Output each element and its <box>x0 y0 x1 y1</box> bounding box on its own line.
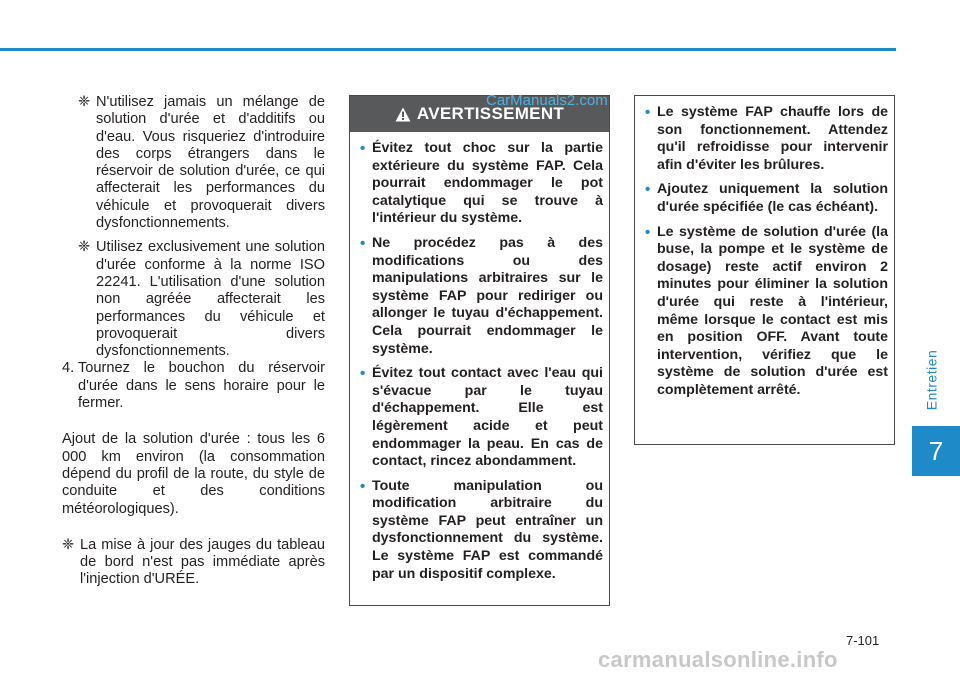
warning-item-text: Toute manipulation ou modification arbitraire du système FAP peut entraîner un dysfonctionnement du système. Le système FAP est commandé par un dispositif complexe. <box>372 477 603 582</box>
warning-title: AVERTISSEMENT <box>416 104 565 123</box>
bullet-icon: • <box>360 477 366 495</box>
note-gauges <box>62 537 325 589</box>
bullet-icon: • <box>360 365 366 383</box>
caution-box <box>634 95 895 445</box>
bullet-icon: • <box>645 223 651 241</box>
step-number: 4. <box>62 360 75 377</box>
note-mixture <box>78 94 325 232</box>
caution-list <box>645 104 888 407</box>
refill-paragraph: Ajout de la solution d'urée : tous les 6 000 km environ (la consommation dépend du profil de la route, du style de conduite et des conditions météorologiques). <box>62 431 325 517</box>
warning-list <box>360 140 603 590</box>
caution-item-text: Le système de solution d'urée (la buse, la pompe et le système de dosage) reste actif environ 2 minutes pour éliminer la solution d'urée qui reste à l'intérieur, même lorsque le contact est mis en position OFF. Avant toute intervention, vérifiez que le système de solution d'urée est complètement arrêté. <box>657 223 888 398</box>
step-4 <box>62 360 325 412</box>
watermark-top: CarManuals2.com <box>486 92 608 109</box>
warning-item <box>360 365 603 471</box>
warning-item <box>360 478 603 584</box>
watermark-bottom: carmanualsonline.info <box>598 647 838 672</box>
warning-item-text: Ne procédez pas à des modifications ou des manipulations arbitraires sur le système FAP pour rediriger ou allonger le tuyau d'échappement. Cela pourrait endommager le système. <box>372 234 603 357</box>
note-gauges-text: La mise à jour des jauges du tableau de bord n'est pas immédiate après l'injection d'URÉE. <box>80 536 325 588</box>
warning-item <box>360 235 603 358</box>
bullet-icon: • <box>645 104 651 121</box>
bullet-icon: • <box>645 181 651 199</box>
note-iso <box>78 239 325 360</box>
caution-item-text: Ajoutez uniquement la solution d'urée spécifiée (le cas échéant). <box>657 181 888 215</box>
caution-item-text: Le système FAP chauffe lors de son fonctionnement. Attendez qu'il refroidisse pour intervenir afin d'éviter les brûlures. <box>657 104 888 173</box>
caution-item <box>645 104 888 174</box>
warning-item <box>360 140 603 228</box>
left-column <box>62 94 325 589</box>
note-mark-icon: ❈ <box>78 239 91 256</box>
warning-item-text: Évitez tout contact avec l'eau qui s'évacue par le tuyau d'échappement. Elle est légèrement acide et peut endommager la peau. En cas de contact, rincez abondamment. <box>372 365 603 470</box>
note-iso-text: Utilisez exclusivement une solution d'urée conforme à la norme ISO 22241. L'utilisation d'une solution non agréée affecterait les performances du véhicule et provoquerait divers dysfonctionnements. <box>96 239 325 360</box>
caution-item <box>645 181 888 216</box>
step-4-text: Tournez le bouchon du réservoir d'urée dans le sens horaire pour le fermer. <box>78 360 325 412</box>
note-mark-icon: ❈ <box>62 536 75 553</box>
chapter-label <box>913 330 949 430</box>
note-mixture-text: N'utilisez jamais un mélange de solution d'urée et d'additifs ou d'eau. Vous risqueriez d'introduire des corps étrangers dans le réservoir de solution d'urée, ce qui affecterait les performances du véhicule et provoquerait divers dysfonctionnements. <box>96 94 325 232</box>
chapter-label-text: Entretien <box>923 349 940 411</box>
caution-item <box>645 224 888 400</box>
note-mark-icon: ❈ <box>78 94 91 110</box>
warning-item-text: Évitez tout choc sur la partie extérieure du système FAP. Cela pourrait endommager le pot catalytique qui se trouve à l'intérieur du système. <box>372 140 603 227</box>
page-number: 7-101 <box>846 633 880 648</box>
bullet-icon: • <box>360 140 366 157</box>
header-rule <box>0 48 896 51</box>
bullet-icon: • <box>360 234 366 252</box>
warning-triangle-icon <box>395 107 411 122</box>
warning-box <box>349 95 610 606</box>
chapter-number-tab: 7 <box>912 426 960 476</box>
